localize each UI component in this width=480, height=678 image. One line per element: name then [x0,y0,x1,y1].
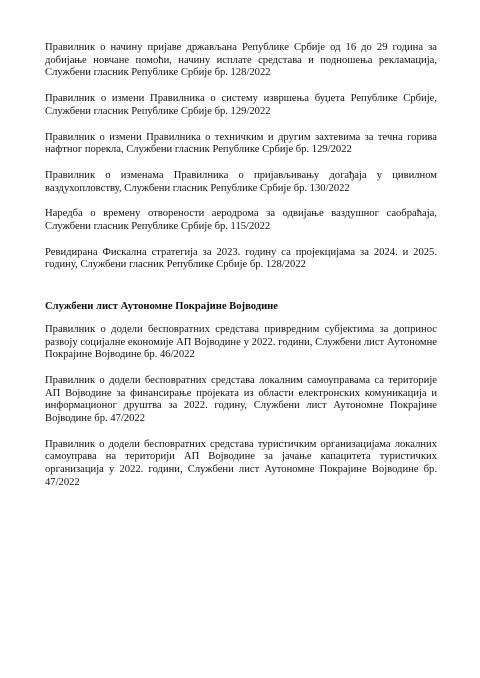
section-heading: Службени лист Аутономне Покрајине Војводине [45,301,278,313]
document-content [45,42,437,503]
regulation-paragraph: Наредба о времену отворености аеродрома за одвијање ваздушног саобраћаја, Службени гласник Републике Србије бр. 115/2022 [45,208,437,233]
regulation-paragraph: Правилник о начину пријаве држављана Републике Србије од 16 до 29 година за добијање новчане помоћи, начину исплате средстава и подношења рекламација, Службени гласник Републике Србије бр. 128/2022 [45,42,437,79]
regulation-paragraph: Правилник о изменама Правилника о пријављивању догађаја у цивилном ваздухопловству, Службени гласник Републике Србије бр. 130/2022 [45,169,437,194]
regulation-paragraph: Правилник о додели бесповратних средстава туристичким организацијама локалних самоуправа на територији АП Војводине за јачање капацитета туристичких организација у 2022. години, Службени лист Аутономне Покрајине Војводине бр. 47/2022 [45,438,437,488]
regulation-paragraph: Ревидирана Фискална стратегија за 2023. годину са пројекцијама за 2024. и 2025. годину, Службени гласник Републике Србије бр. 128/2022 [45,246,437,271]
regulation-paragraph: Правилник о додели бесповратних средстава привредним субјектима за допринос развоју социјалне економије АП Војводине у 2022. години, Службени лист Аутономне Покрајине Војводине бр. 46/2022 [45,323,437,361]
regulation-paragraph: Правилник о додели бесповратних средстава локалним самоуправама са територије АП Војводине за финансирање пројеката из области електронских комуникација и информационог друштва за 2022. годину, Службени лист Аутономне Покрајине Војводине бр. 47/2022 [45,374,437,425]
regulation-paragraph: Правилник о измени Правилника о техничким и другим захтевима за течна горива нафтног порекла, Службени гласник Републике Србије бр. 129/2022 [45,131,437,156]
regulation-paragraph: Правилник о измени Правилника о систему извршења буџета Републике Србије, Службени гласник Републике Србије бр. 129/2022 [45,93,437,117]
